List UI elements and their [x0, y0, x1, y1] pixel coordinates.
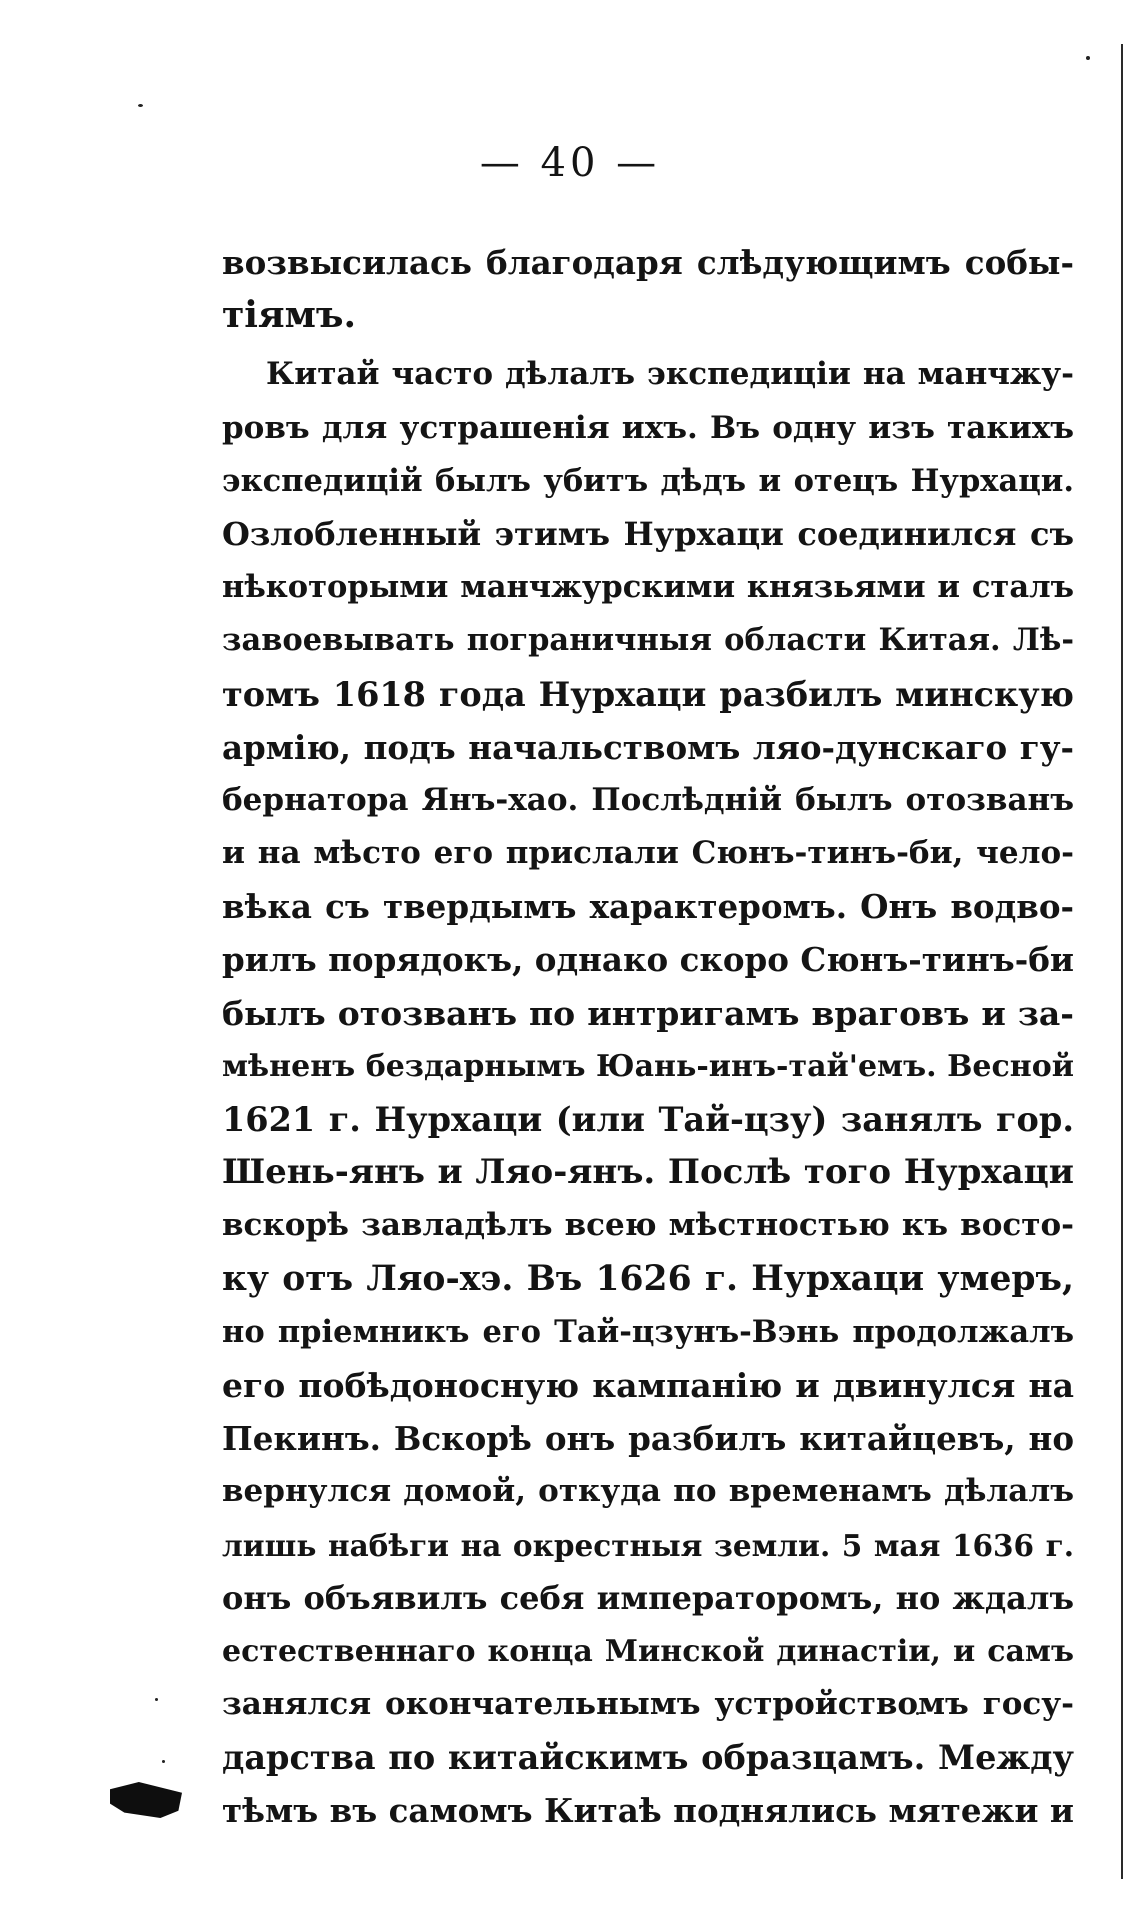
- ink-speck: [162, 1760, 165, 1763]
- text-line: Пекинъ. Вскорѣ онъ разбилъ китайцевъ, но: [222, 1419, 1074, 1459]
- text-line: но пріемникъ его Тай-цзунъ-Вэнь продолжалъ: [222, 1313, 1074, 1350]
- text-line: лишь набѣги на окрестныя земли. 5 мая 1636 г.: [222, 1527, 1074, 1563]
- text-line: его побѣдоносную кампанію и двинулся на: [222, 1365, 1074, 1405]
- text-line: Озлобленный этимъ Нурхаци соединился съ: [222, 514, 1074, 553]
- paragraph: [222, 348, 1074, 1837]
- text-line: рилъ порядокъ, однако скоро Сюнъ-тинъ-би: [222, 940, 1074, 980]
- text-line: занялся окончательнымъ устройствомъ госу-: [222, 1686, 1074, 1723]
- page-number: — 40 —: [479, 140, 661, 186]
- text-line: томъ 1618 года Нурхаци разбилъ минскую: [222, 674, 1074, 714]
- text-line: ровъ для устрашенія ихъ. Въ одну изъ такихъ: [222, 409, 1074, 446]
- ink-speck: [138, 104, 143, 107]
- ink-speck: [155, 1698, 158, 1701]
- page-edge-line: [1121, 44, 1123, 1879]
- text-line: вскорѣ завладѣлъ всею мѣстностью къ восто-: [222, 1207, 1074, 1244]
- body-text: [222, 236, 1074, 1838]
- text-line: былъ отозванъ по интригамъ враговъ и за-: [222, 993, 1074, 1033]
- text-line: завоевывать пограничныя области Китая. Лѣ-: [222, 622, 1074, 659]
- text-line: ку отъ Ляо-хэ. Въ 1626 г. Нурхаци умеръ,: [222, 1258, 1074, 1299]
- text-line: вѣка съ твердымъ характеромъ. Онъ водво-: [222, 887, 1074, 927]
- text-line: и на мѣсто его прислали Сюнъ-тинъ-би, чело-: [222, 835, 1074, 872]
- text-line: тіямъ.: [222, 294, 356, 337]
- text-line: вернулся домой, откуда по временамъ дѣлалъ: [222, 1473, 1074, 1510]
- text-line: возвысилась благодаря слѣдующимъ собы-: [222, 243, 1074, 282]
- text-line: дарства по китайскимъ образцамъ. Между: [222, 1738, 1074, 1778]
- text-line: Китай часто дѣлалъ экспедиціи на манчжу-: [266, 356, 1074, 393]
- text-line: Шень-янъ и Ляо-янъ. Послѣ того Нурхаци: [222, 1152, 1074, 1193]
- ink-blot: [110, 1782, 182, 1818]
- paragraph: [222, 236, 1074, 342]
- text-line: нѣкоторыми манчжурскими князьями и сталъ: [222, 569, 1074, 606]
- text-line: естественнаго конца Минской династіи, и самъ: [222, 1633, 1074, 1669]
- text-line: бернатора Янъ-хао. Послѣдній былъ отозванъ: [222, 781, 1074, 818]
- text-line: 1621 г. Нурхаци (или Тай-цзу) занялъ гор.: [222, 1100, 1074, 1139]
- text-line: экспедицій былъ убитъ дѣдъ и отецъ Нурхаци.: [222, 462, 1074, 499]
- ink-speck: [1086, 56, 1090, 60]
- text-line: армію, подъ начальствомъ ляо-дунскаго гу-: [222, 727, 1074, 767]
- text-line: мѣненъ бездарнымъ Юань-инъ-тай'емъ. Весной: [222, 1048, 1074, 1084]
- text-line: онъ объявилъ себя императоромъ, но ждалъ: [222, 1578, 1074, 1617]
- text-line: тѣмъ въ самомъ Китаѣ поднялись мятежи и: [222, 1791, 1074, 1831]
